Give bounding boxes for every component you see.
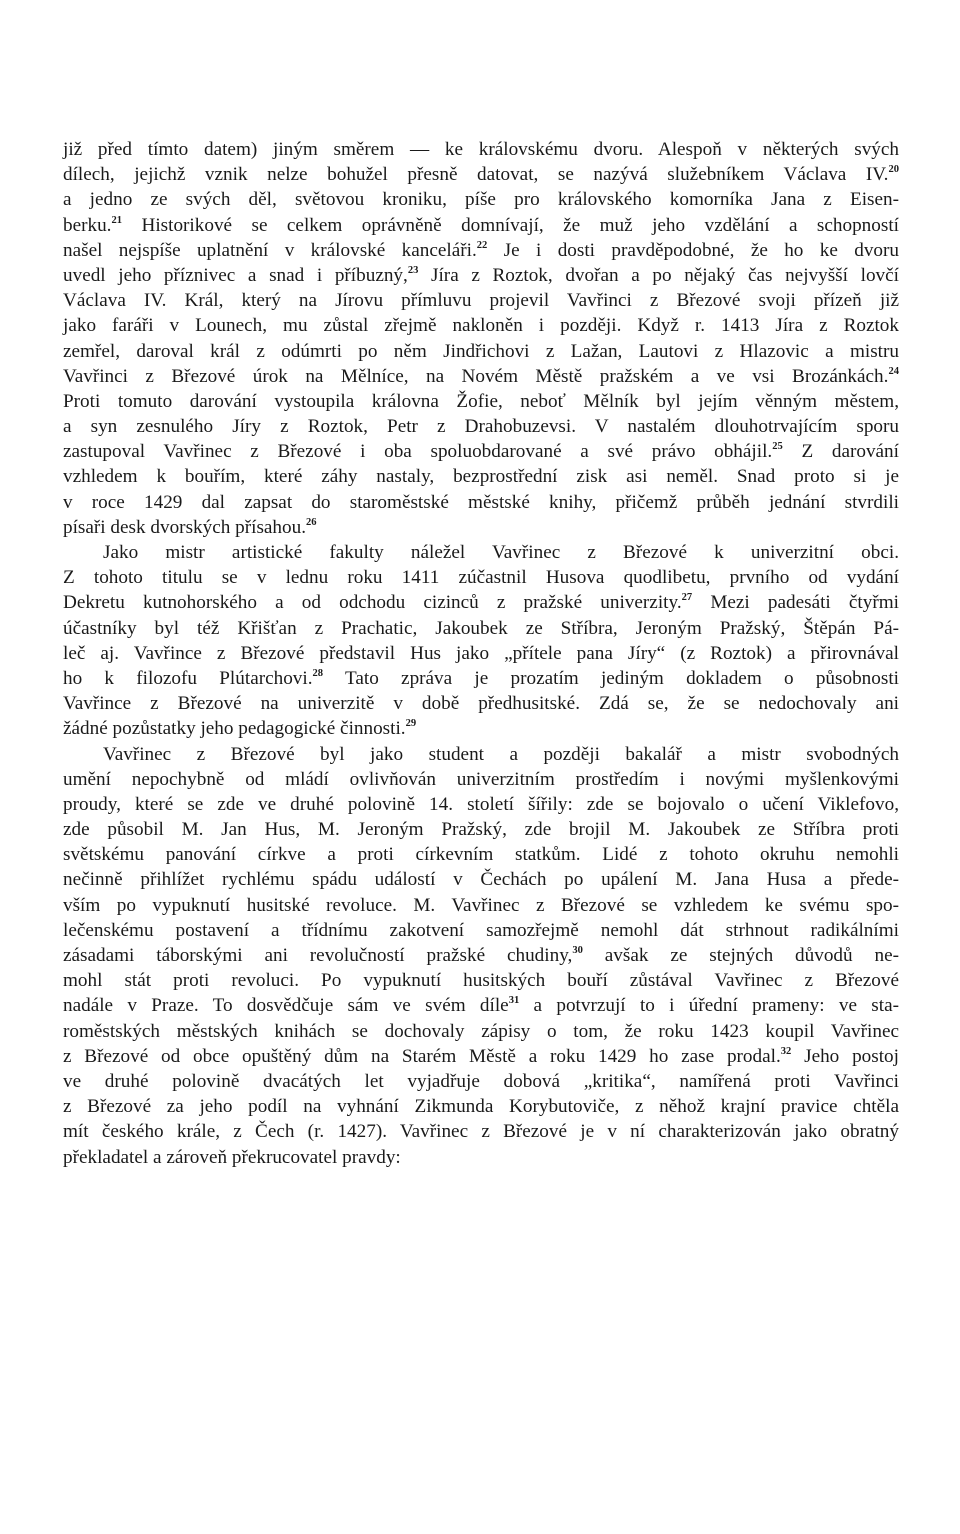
text-segment: našel nejspíše uplatnění v královské kanceláři.	[63, 239, 477, 261]
footnote-reference: 30	[572, 945, 583, 957]
text-segment: dílech, jejichž vznik nelze bohužel přesně datovat, se nazývá služebníkem Václava IV.	[63, 164, 889, 186]
text-segment: Je i dosti pravděpodobné, že ho ke dvoru	[487, 239, 899, 261]
body-text	[63, 137, 899, 1170]
text-segment: ve druhé polovině dvacátých let vyjadřuje dobová „kritika“, namířená proti Vavřinci	[63, 1070, 899, 1092]
text-line	[63, 842, 899, 867]
paragraph	[63, 742, 899, 1170]
text-segment: Dekretu kutnohorského a od odchodu cizinců z pražské univerzity.	[63, 592, 682, 614]
footnote-reference: 27	[681, 592, 693, 604]
text-line	[63, 867, 899, 892]
text-line	[63, 893, 899, 918]
text-segment: nadále v Praze. To dosvědčuje sám ve svém díle	[63, 995, 509, 1017]
text-segment: Historikové se celkem oprávněně domnívají, že muž jeho vzdělání a schopností	[122, 214, 899, 236]
text-line	[63, 313, 899, 338]
paragraph	[63, 137, 899, 540]
text-segment: nečinně přihlížet rychlému spádu událostí v Čechách po upálení M. Jana Husa a přede-	[63, 869, 899, 891]
text-segment: umění nepochybně od mládí ovlivňován univerzitním prostředím i novými myšlenkovými	[63, 768, 899, 790]
footnote-reference: 26	[306, 516, 317, 528]
text-segment: zásadami táborskými ani revolučností pražské chudiny,	[63, 945, 573, 966]
text-segment: Jako mistr artistické fakulty náležel Vavřinec z Březové k univerzitní obci.	[103, 542, 899, 563]
text-segment: světskému panování církve a proti církevním statkům. Lidé z tohoto okruhu nemohli	[63, 844, 899, 866]
text-segment: Jeho postoj	[791, 1045, 899, 1067]
text-segment: mohl stát proti revoluci. Po vypuknutí husitských bouří zůstával Vavřinec z Březové	[63, 970, 899, 992]
footnote-reference: 22	[476, 239, 488, 251]
text-line	[63, 540, 899, 565]
text-segment: Mezi padesáti čtyřmi	[692, 592, 899, 614]
text-line	[63, 1094, 899, 1119]
text-segment: zde působil M. Jan Hus, M. Jeroným Pražský, zde brojil M. Jakoubek ze Stříbra proti	[63, 819, 899, 841]
text-segment: jako faráři v Lounech, mu zůstal zřejmě nakloněn i později. Když r. 1413 Jíra z Roztok	[63, 315, 899, 337]
text-line	[63, 339, 899, 364]
text-line	[63, 1019, 899, 1044]
text-segment: a syn zesnulého Jíry z Roztok, Petr z Drahobuzevsi. V nastalém dlouhotrvajícím sporu	[63, 416, 899, 438]
text-segment: Vavřinec z Březové byl jako student a později bakalář a mistr svobodných	[103, 743, 899, 765]
footnote-reference: 32	[780, 1045, 792, 1057]
text-line	[63, 263, 899, 288]
text-segment: berku.	[63, 214, 112, 236]
text-segment: leč aj. Vavřince z Březové představil Hus jako „přítele pana Jíry“ (z Roztok) a přirovnával	[63, 642, 899, 664]
text-line	[63, 590, 899, 615]
text-line	[63, 439, 899, 464]
text-line	[63, 641, 899, 666]
text-line	[63, 666, 899, 691]
text-segment: z Březové od obce opuštěný dům na Starém Městě a roku 1429 ho zase prodal.	[63, 1045, 781, 1067]
text-line	[63, 414, 899, 439]
text-segment: uvedl jeho příznivec a snad i příbuzný,	[63, 264, 408, 286]
text-segment: zastupoval Vavřinec z Březové i oba spoluobdarované a své právo obhájil.	[63, 441, 773, 463]
text-line	[63, 1145, 899, 1170]
text-line	[63, 213, 899, 238]
text-segment: Vavřinci z Březové úrok na Mělníce, na Novém Městě pražském a ve vsi Brozánkách.	[63, 365, 889, 387]
text-segment: účastníky byl též Křišťan z Prachatic, Jakoubek ze Stříbra, Jeroným Pražský, Štěpán Pá-	[63, 617, 899, 639]
text-line	[63, 1044, 899, 1069]
text-line	[63, 767, 899, 792]
footnote-reference: 25	[772, 441, 783, 453]
text-line	[63, 288, 899, 313]
text-line	[63, 993, 899, 1018]
text-line	[63, 817, 899, 842]
text-line	[63, 1069, 899, 1094]
text-segment: písaři desk dvorských přísahou.	[63, 516, 307, 538]
text-segment: a potvrzují to i úřední prameny: ve sta-	[519, 995, 899, 1017]
footnote-reference: 28	[312, 668, 324, 680]
text-segment: Proti tomuto darování vystoupila královna Žofie, neboť Mělník byl jejím věnným městem,	[63, 390, 899, 412]
text-line	[63, 1119, 899, 1144]
text-line	[63, 616, 899, 641]
text-line	[63, 515, 899, 540]
text-line	[63, 137, 899, 162]
footnote-reference: 31	[508, 995, 520, 1007]
text-line	[63, 918, 899, 943]
text-segment: již před tímto datem) jiným směrem — ke královskému dvoru. Alespoň v některých svých	[63, 139, 899, 160]
text-segment: a jedno ze svých děl, světovou kroniku, píše pro královského komorníka Jana z Eisen-	[63, 189, 899, 211]
text-line	[63, 716, 899, 741]
text-line	[63, 389, 899, 414]
text-segment: vzhledem k bouřím, které záhy nastaly, bezprostřední zisk asi neměl. Snad proto si je	[63, 466, 899, 488]
footnote-reference: 23	[407, 265, 419, 277]
text-line	[63, 238, 899, 263]
text-segment: vším po vypuknutí husitské revoluce. M. Vavřinec z Březové se vzhledem ke svému spo-	[63, 894, 899, 916]
text-line	[63, 162, 899, 187]
text-segment: zemřel, daroval král z odúmrti po něm Jindřichovi z Lažan, Lautovi z Hlazovic a mistru	[63, 340, 899, 362]
footnote-reference: 21	[111, 214, 123, 226]
text-line	[63, 490, 899, 515]
text-segment: avšak ze stejných důvodů ne-	[582, 945, 899, 966]
text-line	[63, 464, 899, 489]
text-line	[63, 943, 899, 968]
text-line	[63, 742, 899, 767]
text-line	[63, 565, 899, 590]
text-line	[63, 187, 899, 212]
text-line	[63, 364, 899, 389]
text-segment: Václava IV. Král, který na Jírovu přímluvu projevil Vavřinci z Březové svoji přízeň již	[63, 290, 899, 312]
text-segment: překladatel a zároveň překrucovatel pravdy:	[63, 1146, 401, 1168]
text-segment: roměstských městských knihách se dochovaly zápisy o tom, že roku 1423 koupil Vavřinec	[63, 1020, 899, 1042]
text-line	[63, 792, 899, 817]
text-segment: Vavřince z Březové na univerzitě v době předhusitské. Zdá se, že se nedochovaly ani	[63, 693, 899, 715]
text-segment: Tato zpráva je prozatím jediným dokladem o působnosti	[323, 667, 899, 689]
footnote-reference: 20	[888, 164, 899, 176]
footnote-reference: 24	[888, 365, 899, 377]
text-segment: Z tohoto titulu se v lednu roku 1411 zúčastnil Husova quodlibetu, prvního od vydání	[63, 567, 899, 589]
footnote-reference: 29	[405, 718, 417, 730]
text-segment: žádné pozůstatky jeho pedagogické činnosti.	[63, 718, 406, 740]
text-segment: Z darování	[782, 441, 899, 463]
text-segment: mít českého krále, z Čech (r. 1427). Vavřinec z Březové je v ní charakterizován jako obratný	[63, 1121, 899, 1143]
text-segment: Jíra z Roztok, dvořan a po nějaký čas nejvyšší lovčí	[418, 264, 899, 286]
text-segment: v roce 1429 dal zapsat do staroměstské městské knihy, přičemž průběh jednání stvrdili	[63, 491, 899, 513]
text-segment: lečenskému postavení a třídnímu zakotvení samozřejmě nemohl dát strhnout radikálními	[63, 919, 899, 941]
paragraph	[63, 540, 899, 742]
text-segment: proudy, které se zde ve druhé polovině 14. století šířily: zde se bojovalo o učení Viklefovo,	[63, 793, 899, 815]
text-segment: z Březové za jeho podíl na vyhnání Zikmunda Korybutoviče, z něhož krajní pravice chtěla	[63, 1096, 899, 1118]
text-segment: ho k filozofu Plútarchovi.	[63, 667, 313, 689]
text-line	[63, 968, 899, 993]
text-line	[63, 691, 899, 716]
